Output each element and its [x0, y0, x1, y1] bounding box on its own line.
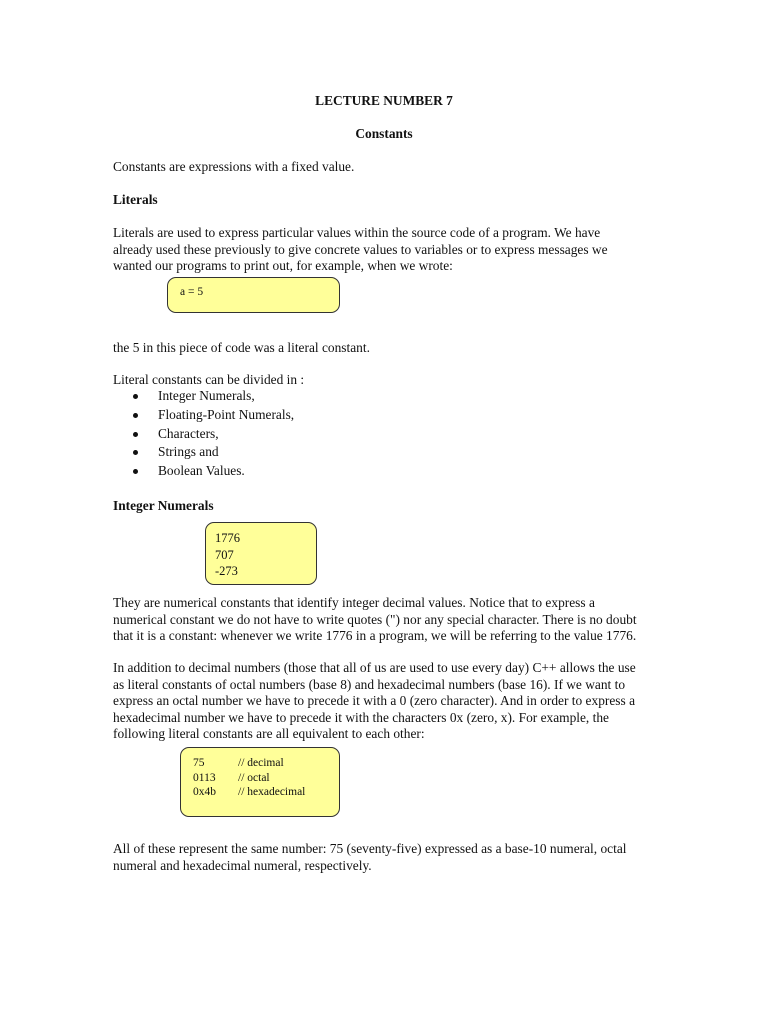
list-item: Integer Numerals,: [113, 387, 658, 406]
text-line: Literals are used to express particular values within the source code of a program. We have: [113, 225, 601, 240]
text-line: following literal constants are all equivalent to each other:: [113, 726, 425, 742]
integer-paragraph-1: [113, 595, 658, 645]
code-box-number-bases: [180, 747, 340, 817]
bullet-icon: [133, 394, 138, 399]
bullet-icon: [133, 450, 138, 455]
heading-integer-numerals: Integer Numerals: [113, 498, 214, 513]
literals-paragraph: [113, 225, 658, 275]
list-intro: Literal constants can be divided in :: [113, 372, 305, 387]
text-line: In addition to decimal numbers (those that all of us are used to use every day) C++ allows the use: [113, 660, 636, 675]
code-comment: // decimal: [238, 757, 284, 769]
heading-literals: Literals: [113, 192, 158, 207]
code-comment: // hexadecimal: [238, 786, 306, 798]
code-line: 707: [215, 547, 234, 562]
list-item: Floating-Point Numerals,: [113, 406, 658, 425]
list-item: Characters,: [113, 425, 658, 444]
text-line: as literal constants of octal numbers (base 8) and hexadecimal numbers (base 16). If we want to: [113, 676, 626, 692]
list-item: Strings and: [113, 443, 658, 462]
list-item: Boolean Values.: [113, 462, 658, 481]
literal-types-list: [113, 387, 658, 481]
lecture-title: LECTURE NUMBER 7: [315, 93, 453, 108]
text-line: numeral and hexadecimal numeral, respectively.: [113, 857, 372, 873]
bullet-icon: [133, 469, 138, 474]
bullet-icon: [133, 413, 138, 418]
bullet-icon: [133, 432, 138, 437]
text-line: wanted our programs to print out, for example, when we wrote:: [113, 258, 453, 274]
text-line: All of these represent the same number: 75 (seventy-five) expressed as a base-10 numeral, octal: [113, 841, 627, 856]
code-row: [193, 771, 339, 786]
literal-constant-paragraph: the 5 in this piece of code was a literal constant.: [113, 340, 370, 355]
code-value: 0113: [193, 771, 216, 784]
text-line: numerical constant we do not have to write quotes (") nor any special character. There is no doubt: [113, 611, 637, 627]
integer-paragraph-3: [113, 841, 658, 874]
code-line: -273: [215, 564, 238, 578]
text-line: already used these previously to give concrete values to variables or to express messages we: [113, 241, 608, 257]
code-value: 75: [193, 757, 205, 769]
code-text: a = 5: [180, 286, 204, 298]
text-line: hexadecimal number we have to precede it with the characters 0x (zero, x). For example, the: [113, 709, 609, 725]
text-line: express an octal number we have to precede it with a 0 (zero character). And in order to express a: [113, 693, 636, 709]
section-title-constants: Constants: [355, 126, 413, 141]
code-box-integers: [205, 522, 317, 585]
code-value: 0x4b: [193, 786, 216, 798]
intro-paragraph: Constants are expressions with a fixed value.: [113, 159, 355, 174]
code-row: [193, 756, 339, 771]
code-line: 1776: [215, 531, 240, 545]
code-comment: // octal: [238, 771, 270, 784]
integer-paragraph-2: [113, 660, 658, 743]
text-line: that it is a constant: whenever we write 1776 in a program, we will be referring to the value 1776.: [113, 628, 637, 644]
text-line: They are numerical constants that identify integer decimal values. Notice that to express a: [113, 595, 595, 610]
code-row: [193, 785, 339, 800]
code-box-assignment: [167, 277, 340, 313]
